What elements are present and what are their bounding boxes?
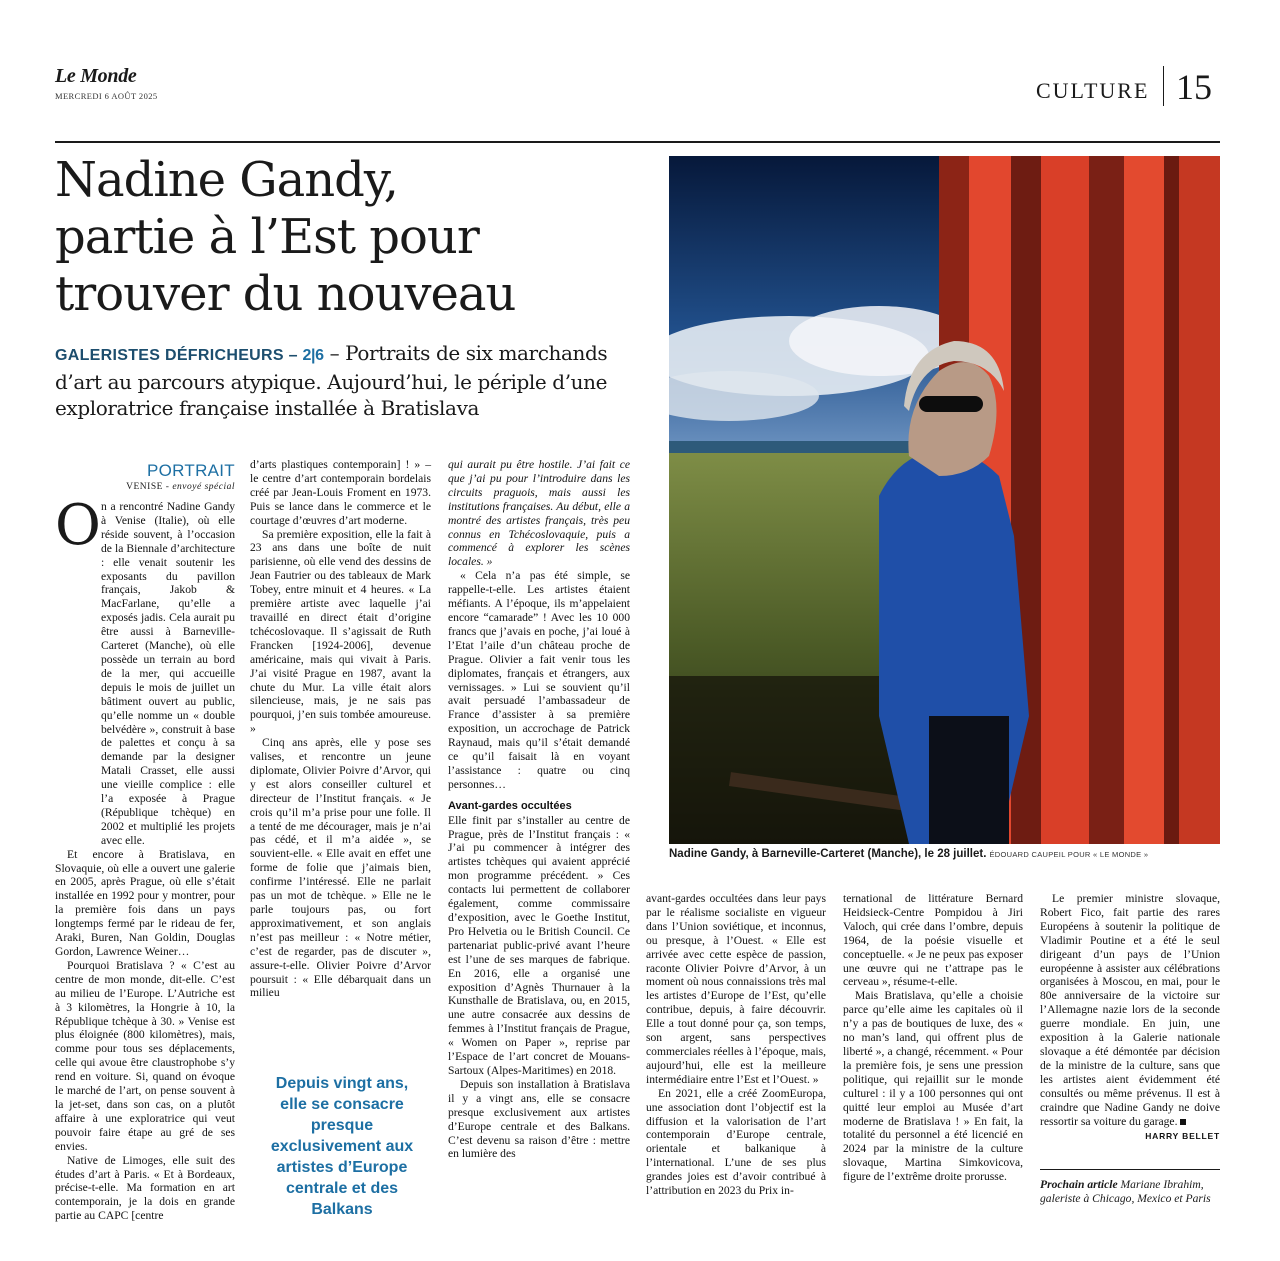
article-column-4 (646, 892, 826, 1198)
caption-text: Nadine Gandy, à Barneville-Carteret (Manche), le 28 juillet. (669, 848, 987, 860)
paragraph: qui aurait pu être hostile. J’ai fait ce que j’ai pu pour l’introduire dans les circuits praguois, mais aussi les institutions françaises. Au début, elle a montré des artistes français, très peu connus en Tchécoslovaquie, puis a commencé à explorer les scènes locales. » (448, 458, 630, 569)
author-signature: HARRY BELLET (1145, 1131, 1220, 1142)
article-column-1 (55, 493, 235, 1223)
paragraph-text: Le premier ministre slovaque, Robert Fico, fait partie des rares Européens à soutenir la politique de Vladimir Poutine et a été le seul dirigeant d’un pays de l’Union européenne à assister aux célébrations organisées à Moscou, en mai, pour le 80e anniversaire de la victoire sur l’Allemagne nazie lors de la seconde guerre mondiale. En juin, une exposition à la Galerie nationale slovaque a été démontée par décision de la ministre de la culture, sans que les artistes aient évidemment été consultés ou même prévenus. Il est à craindre que Nadine Gandy ne doive ressortir sa voiture du garage. (1040, 892, 1220, 1128)
kicker-dash: – (283, 347, 303, 364)
article-column-5 (843, 892, 1023, 1184)
dateline-role: envoyé spécial (172, 482, 235, 492)
headline-line-2: partie à l’Est pour (55, 209, 479, 265)
dateline (105, 482, 235, 492)
paragraph: Native de Limoges, elle suit des études d’art à Paris. « Et à Bordeaux, précise-t-elle. Ma formation en art contemporain, je la dois en grande partie au CAPC [centre (55, 1153, 235, 1223)
headline (55, 152, 655, 323)
paragraph: Cinq ans après, elle y pose ses valises, et rencontre un jeune diplomate, Olivier Poivre d’Arvor, qui y est alors conseiller culturel et directeur de l’Institut français. « Je crois qu’il m’a prise pour une folle. Il a tenté de me décourager, mais je n’ai pas cédé, et il m’a aidée », se souvient-elle. « Elle avait en effet une forme de folie que j’aimais bien, confirme l’intéressé. Elle ne parlait pas un mot de tchèque. » Elle ne le parle toujours pas, ou fort approximativement, et son anglais n’est pas meilleur : « Notre métier, c’est de regarder, pas de discuter », assure-t-elle. Olivier Poivre d’Arvor poursuit : « Elle débarquait dans un milieu (250, 736, 431, 1000)
episode-number: 2|6 (302, 347, 324, 364)
next-article-label: Prochain article (1040, 1178, 1118, 1191)
paragraph: avant-gardes occultées dans leur pays par le réalisme socialiste en vigueur dans l’Union soviétique, et inconnus, ou presque, à l’Ouest. « Elle est arrivée avec cette espèce de passion, raconte Olivier Poivre d’Arvor, à un moment où nous connaissions très mal les artistes d’Europe de l’Est, qu’elle contribue, depuis, à faire découvrir. Elle a tout donné pour ça, son temps, son argent, sans perspectives commerciales réelles à l’époque, mais, aujourd’hui, elle est la meilleure intermédiaire entre l’Est et l’Ouest. » (646, 892, 826, 1086)
article-column-2 (250, 458, 431, 1000)
article-column-6 (1040, 892, 1220, 1144)
paragraph (1040, 892, 1220, 1128)
top-rule (55, 141, 1220, 143)
paragraph: Et encore à Bratislava, en Slovaquie, où elle a ouvert une galerie en 2005, après Prague, où elle s’était installée en 1992 pour y montrer, pour la première fois dans un pays longtemps fermé par le rideau de fer, Araki, Buren, Nan Goldin, Douglas Gordon, Lawrence Weiner… (55, 847, 235, 958)
newspaper-logo: Le Monde (55, 65, 137, 87)
rubric-label: PORTRAIT (146, 461, 235, 480)
dateline-place: VENISE - (126, 482, 173, 492)
paragraph: Pourquoi Bratislava ? « C’est au centre de mon monde, dit-elle. C’est au milieu de l’Europe. L’Autriche est à 3 kilomètres, la Hongrie à 10, la République tchèque à 30. » Venise est plus éloignée (800 kilomètres), mais, comme pour tous ses déplacements, celle qui avoue être claustrophobe s’y rend en voiture. Si, quand on évoque le marché de l’art, on pense souvent à la jet-set, dans son cas, on a plutôt affaire à une exploratrice qui veut pouvoir faire étape au gré de ses envies. (55, 958, 235, 1153)
pull-quote: Depuis vingt ans, elle se consacre presque exclusivement aux artistes d’Europe centrale et des Balkans (270, 1075, 414, 1218)
article-column-3 (448, 458, 630, 1161)
photo-illustration (669, 156, 1220, 844)
drop-cap: O (55, 493, 101, 558)
next-article-text: Mariane Ibrahim, galeriste à Chicago, Mexico et Paris (1040, 1178, 1211, 1205)
section-name: CULTURE (1036, 78, 1150, 103)
paragraph: En 2021, elle a créé ZoomEuropa, une association dont l’objectif est la diffusion et la valorisation de l’art contemporain d’Europe centrale, orientale et balkanique à l’international. L’une de ses plus grandes joies est d’avoir contribué à l’attribution en 2023 du Prix in- (646, 1086, 826, 1198)
paragraph: Mais Bratislava, qu’elle a choisie parce qu’elle aime les capitales où il n’y a pas de boutiques de luxe, des « no man’s land, qui offrent plus de liberté », a changé, récemment. « Pour la première fois, je sens une pression politique, qui rejaillit sur le monde culturel : il y a 100 personnes qui ont quitté leur emploi au Musée d’art moderne de Bratislava ! » En fait, la totalité du personnel a été licencié en 2024 par la ministre de la culture slovaque, Martina Simkovicova, figure de l’extrême droite prorusse. (843, 989, 1023, 1184)
end-mark-icon (1180, 1119, 1186, 1125)
paragraph: « Cela n’a pas été simple, se rappelle-t-elle. Les artistes étaient méfiants. A l’époque, ils m’appelaient encore “camarade” ! Avec les 10 000 francs que j’avais en poche, j’ai loué à l’Etat l’aile d’un château proche de Prague. Olivier a fait venir tous les diplomates, français et étrangers, aux vernissages. » Lui se souvient qu’il avait persuadé l’ambassadeur de France d’assister à sa première exposition, un accrochage de Patrick Raynaud, mais qu’il s’était demandé ce qu’il faisait là en voyant l’assistance : quatre ou cinq personnes… (448, 569, 630, 791)
headline-line-3: trouver du nouveau (55, 266, 516, 322)
photo-credit: ÉDOUARD CAUPEIL POUR « LE MONDE » (989, 850, 1149, 859)
headline-line-1: Nadine Gandy, (55, 152, 398, 208)
standfirst-text: – Portraits de six marchands d’art au parcours atypique. Aujourd’hui, le périple d’une exploratrice française installée à Bratislava (55, 341, 608, 420)
next-article-rule (1040, 1169, 1220, 1170)
page-number: 15 (1176, 67, 1212, 107)
paragraph: Depuis son installation à Bratislava il y a vingt ans, elle se consacre presque exclusivement aux artistes d’Europe centrale et des Balkans. C’est devenu sa raison d’être : mettre en lumière des (448, 1077, 630, 1161)
paragraph: ternational de littérature Bernard Heidsieck-Centre Pompidou à Jiri Valoch, qui crée dans l’ombre, depuis 1964, de la poésie visuelle et conceptuelle. « Je ne peux pas exposer une œuvre qui ne t’attrape pas le cerveau », résume-t-elle. (843, 892, 1023, 989)
photo-caption (669, 848, 1220, 860)
issue-date: MERCREDI 6 AOÛT 2025 (55, 91, 158, 101)
standfirst (55, 340, 635, 421)
portrait-photo (669, 156, 1220, 844)
header-separator (1163, 66, 1164, 106)
intertitle: Avant-gardes occultées (448, 799, 572, 812)
series-kicker: GALERISTES DÉFRICHEURS (55, 347, 284, 364)
paragraph: d’arts plastiques contemporain] ! » – le centre d’art contemporain bordelais créé par Jean-Louis Froment en 1973. Puis se lance dans le commerce et le courtage d’œuvres d’art moderne. (250, 458, 431, 527)
paragraph: Sa première exposition, elle la fait à 23 ans dans une boîte de nuit parisienne, où elle vend des dessins de Jean Fautrier ou des tableaux de Mark Tobey, entre minuit et 4 heures. « La première artiste avec laquelle j’ai travaillé en direct était d’origine tchécoslovaque. Il s’agissait de Ruth Francken [1924-2006], devenue américaine, mais qui vivait à Paris. J’ai visité Prague en 1987, avant la chute du Mur. La ville était alors silencieuse, mais, je ne sais pas pourquoi, j’en suis tombée amoureuse. » (250, 527, 431, 736)
next-article (1040, 1178, 1220, 1206)
paragraph: n a rencontré Nadine Gandy à Venise (Italie), où elle réside souvent, à l’occasion de la Biennale d’architecture : elle venait soutenir les exposants du pavillon français, Jakob & MacFarlane, qu’elle a exposés jadis. Cela aurait pu être aussi à Barneville-Carteret (Manche), où elle possède un terrain au bord de la mer, qui accueille depuis le mois de juillet un bâtiment ouvert au public, qu’elle nomme un « double belvédère », construit à base de palettes et conçu à sa demande par la designer Matali Crasset, elle aussi une vieille complice : elle l’a exposée à Prague (République tchèque) en 2002 et multiplié les projets avec elle. (101, 500, 235, 847)
paragraph: Elle finit par s’installer au centre de Prague, près de l’Institut français : « J’ai pu commencer à intégrer des artistes tchèques qui avaient apprécié mon programme précédent. » Ces contacts lui permettent de collaborer également, comme commissaire d’exposition, avec le Goethe Institut, Pro Helvetia ou le British Council. Ce partenariat public-privé avant l’heure est l’une de ses marques de fabrique. En 2016, elle a organisé une exposition d’Agnès Thurnauer à la Kunsthalle de Bratislava, ou, en 2015, une autre consacrée aux dessins de femmes à l’Institut français de Prague, « Women on Paper », reprise par l’Espace de l’art concret de Mouans-Sartoux (Alpes-Maritimes) en 2018. (448, 813, 630, 1077)
